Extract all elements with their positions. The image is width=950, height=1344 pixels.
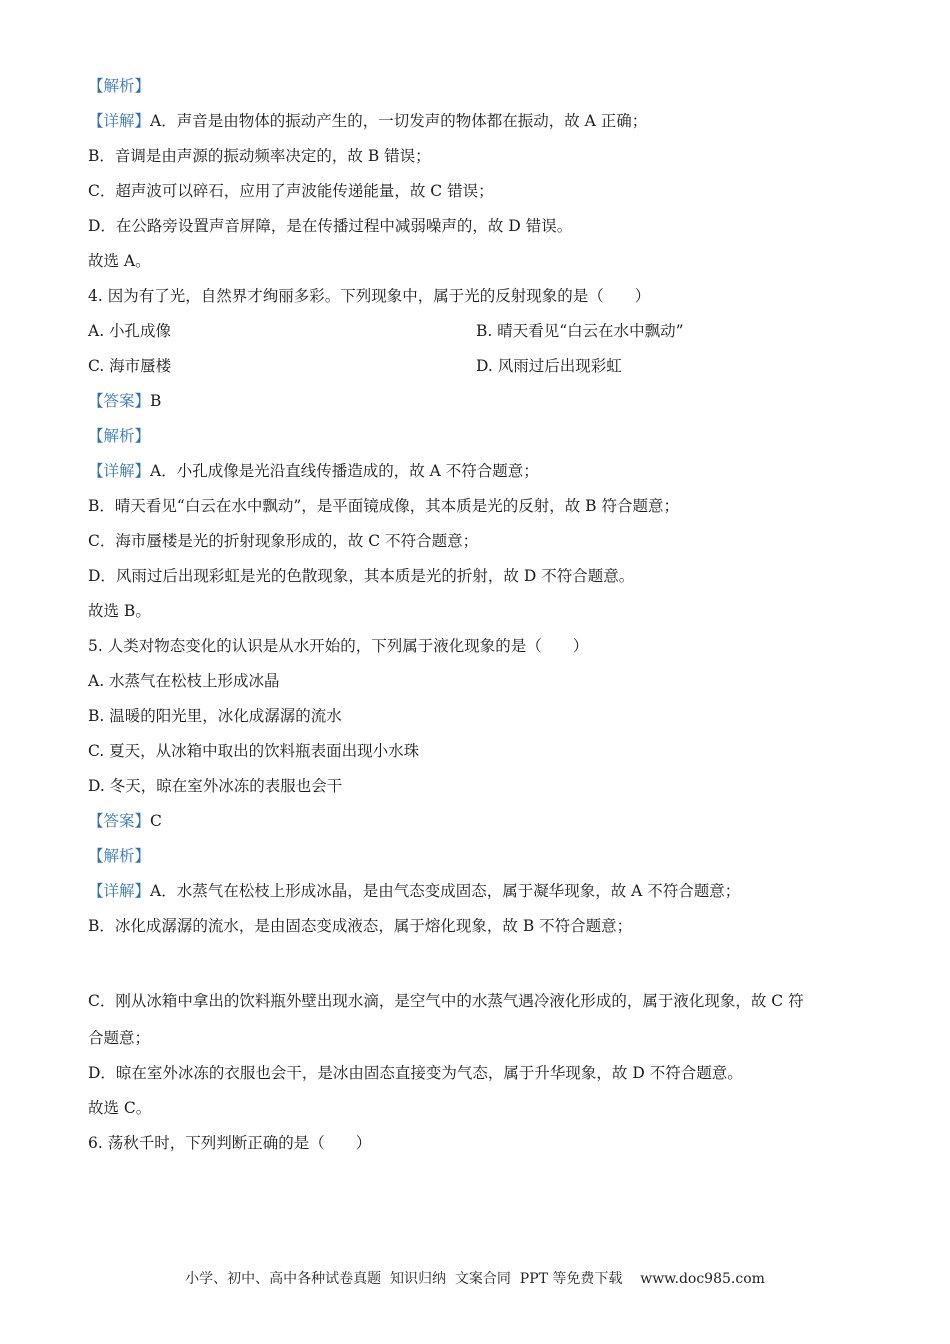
detail-line: C．刚从冰箱中拿出的饮料瓶外壁出现水滴，是空气中的水蒸气遇冷液化形成的，属于液化现象，故 C 符 bbox=[88, 992, 804, 1010]
answer-line: 【答案】C bbox=[88, 812, 162, 830]
question-6: 6. 荡秋千时，下列判断正确的是（ ） bbox=[88, 1134, 372, 1152]
analysis-label: 【解析】 bbox=[88, 77, 151, 95]
detail-line: D．风雨过后出现彩虹是光的色散现象，其本质是光的折射，故 D 不符合题意。 bbox=[88, 567, 635, 585]
detail-line: B．晴天看见“白云在水中飘动”，是平面镜成像，其本质是光的反射，故 B 符合题意； bbox=[88, 497, 679, 515]
detail-line: D．在公路旁设置声音屏障，是在传播过程中减弱噪声的，故 D 错误。 bbox=[88, 217, 573, 235]
option-5b: B. 温暖的阳光里，冰化成潺潺的流水 bbox=[88, 707, 342, 725]
detail-line: C．超声波可以碎石，应用了声波能传递能量，故 C 错误； bbox=[88, 182, 494, 200]
answer-line: 【答案】B bbox=[88, 392, 162, 410]
analysis-label: 【解析】 bbox=[88, 427, 151, 445]
option-5c: C. 夏天，从冰箱中取出的饮料瓶表面出现小水珠 bbox=[88, 742, 420, 760]
option-4b: B. 晴天看见“白云在水中飘动” bbox=[476, 322, 684, 340]
option-4d: D. 风雨过后出现彩虹 bbox=[476, 357, 622, 375]
option-4a: A. 小孔成像 bbox=[88, 322, 172, 340]
detail-line: 【详解】A．水蒸气在松枝上形成冰晶，是由气态变成固态，属于凝华现象，故 A 不符合题意； bbox=[88, 882, 741, 900]
detail-line: B．音调是由声源的振动频率决定的，故 B 错误； bbox=[88, 147, 431, 165]
option-5d: D. 冬天，晾在室外冰冻的表服也会干 bbox=[88, 777, 343, 795]
detail-line: C．海市蜃楼是光的折射现象形成的，故 C 不符合题意； bbox=[88, 532, 479, 550]
conclusion-line: 故选 B。 bbox=[88, 602, 151, 620]
detail-line: 【详解】A．声音是由物体的振动产生的，一切发声的物体都在振动，故 A 正确； bbox=[88, 112, 648, 130]
question-4: 4. 因为有了光，自然界才绚丽多彩。下列现象中，属于光的反射现象的是（ ） bbox=[88, 287, 651, 305]
detail-line: 【详解】A．小孔成像是光沿直线传播造成的，故 A 不符合题意； bbox=[88, 462, 539, 480]
page-footer: 小学、初中、高中各种试卷真题 知识归纳 文案合同 PPT 等免费下载 www.doc985.com bbox=[185, 1271, 765, 1287]
analysis-label: 【解析】 bbox=[88, 847, 151, 865]
detail-line: D．晾在室外冰冻的衣服也会干，是冰由固态直接变为气态，属于升华现象，故 D 不符合题意。 bbox=[88, 1064, 743, 1082]
detail-line: 合题意； bbox=[88, 1029, 151, 1047]
question-5: 5. 人类对物态变化的认识是从水开始的，下列属于液化现象的是（ ） bbox=[88, 637, 589, 655]
conclusion-line: 故选 C。 bbox=[88, 1099, 152, 1117]
option-4c: C. 海市蜃楼 bbox=[88, 357, 172, 375]
detail-line: B．冰化成潺潺的流水，是由固态变成液态，属于熔化现象，故 B 不符合题意； bbox=[88, 917, 633, 935]
conclusion-line: 故选 A。 bbox=[88, 252, 151, 270]
option-5a: A. 水蒸气在松枝上形成冰晶 bbox=[88, 672, 280, 690]
